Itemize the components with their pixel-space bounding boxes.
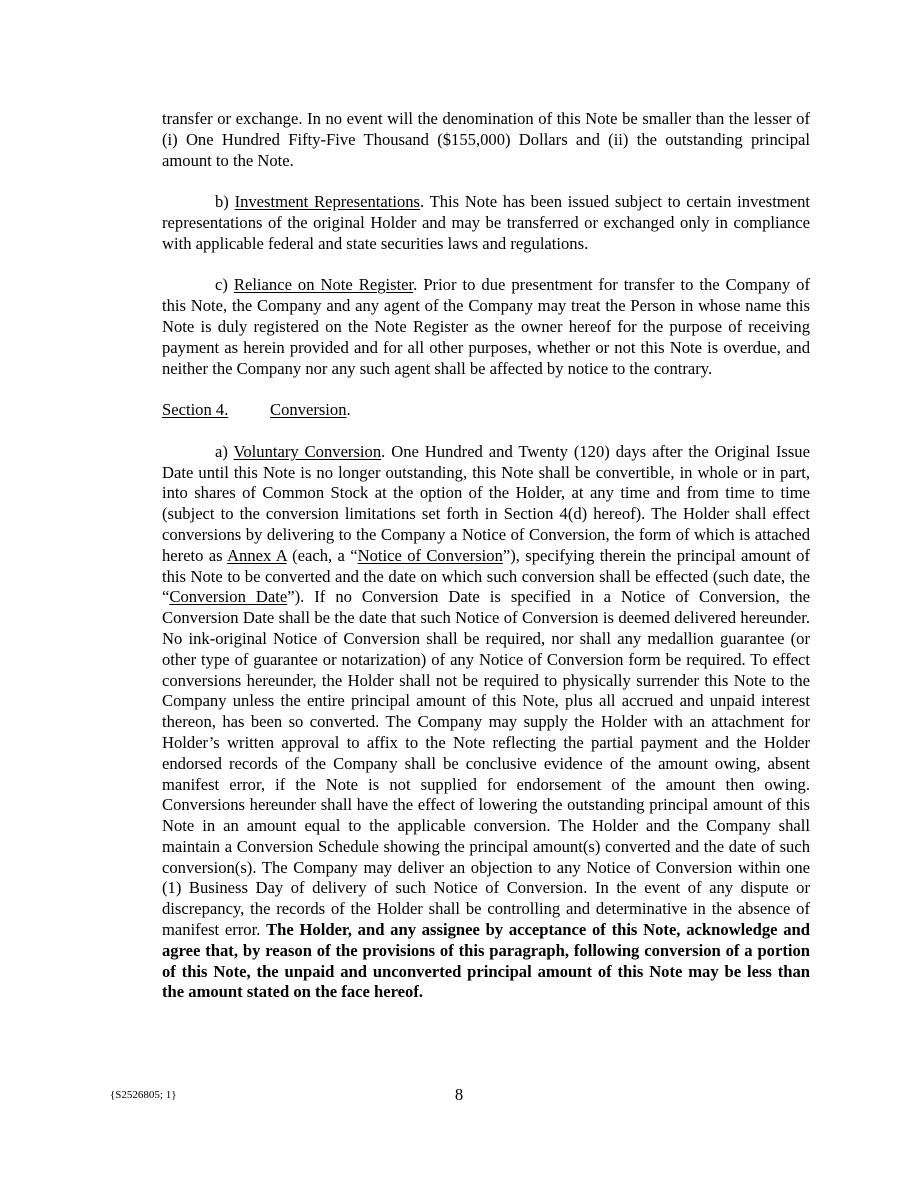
paragraph-marker-a: a)	[215, 441, 234, 461]
paragraph-marker-b: b)	[215, 192, 235, 212]
section-title: Conversion	[270, 400, 347, 420]
reliance-note-register-body: . Prior to due presentment for transfer to the Company of this Note, the Company and any agent of the Company may treat the Person in whose name this Note is duly registered on the Note Register as the owner hereof for the purpose of receiving payment as herein provided and for all other purposes, whether or not this Note is overdue, and neither the Company nor any such agent shall be affected by notice to the contrary.	[162, 275, 810, 378]
voluntary-conversion-text-3: ”), specifying therein the principal amount of this Note to be converted and the date on which such conversion shall be effected (such date, the “	[162, 545, 810, 607]
reliance-note-register-paragraph	[162, 275, 810, 379]
continuation-paragraph: transfer or exchange. In no event will the denomination of this Note be smaller than the lesser of (i) One Hundred Fifty-Five Thousand ($155,000) Dollars and (ii) the outstanding principal amount to the Note.	[162, 109, 810, 170]
paragraph-marker-c: c)	[215, 275, 234, 295]
voluntary-conversion-text-1: . One Hundred and Twenty (120) days after the Original Issue Date until this Note is no longer outstanding, this Note shall be convertible, in whole or in part, into shares of Common Stock at the option of the Holder, at any time and from time to time (subject to the conversion limitations set forth in Section 4(d) hereof). The Holder shall effect conversions by delivering to the Company a Notice of Conversion, the form of which is attached hereto as	[162, 441, 810, 565]
page-number: 8	[454, 1085, 464, 1104]
document-body	[162, 109, 810, 1024]
voluntary-conversion-paragraph	[162, 442, 810, 1004]
notice-of-conversion-term: Notice of Conversion	[357, 545, 503, 565]
voluntary-conversion-heading: Voluntary Conversion	[233, 441, 382, 461]
section-number-label: Section 4.	[162, 400, 229, 420]
section-title-suffix: .	[346, 400, 351, 420]
document-id: {S2526805; 1}	[110, 1089, 177, 1101]
voluntary-conversion-text-2: (each, a “	[286, 545, 358, 565]
investment-representations-paragraph	[162, 192, 810, 254]
holder-acknowledgement-bold: The Holder, and any assignee by acceptance of this Note, acknowledge and agree that, by reason of the provisions of this paragraph, following conversion of a portion of this Note, the unpaid and unconverted principal amount of this Note may be less than the amount stated on the face hereof.	[162, 920, 810, 1002]
reliance-note-register-heading: Reliance on Note Register	[233, 275, 414, 295]
annex-a-reference: Annex A	[227, 545, 287, 565]
voluntary-conversion-text-4: ”). If no Conversion Date is specified in a Notice of Conversion, the Conversion Date shall be the date that such Notice of Conversion is deemed delivered hereunder. No ink-original Notice of Conversion shall be required, nor shall any medallion guarantee (or other type of guarantee or notarization) of any Notice of Conversion form be required. To effect conversions hereunder, the Holder shall not be required to physically surrender this Note to the Company unless the entire principal amount of this Note, plus all accrued and unpaid interest thereon, has been so converted. The Company may supply the Holder with an attachment for Holder’s written approval to affix to the Note reflecting the partial payment and the Holder endorsed records of the Company shall be conclusive evidence of the amount owing, absent manifest error, if the Note is not supplied for endorsement of the amount then owing. Conversions hereunder shall have the effect of lowering the outstanding principal amount of this Note in an amount equal to the applicable conversion. The Holder and the Company shall maintain a Conversion Schedule showing the principal amount(s) converted and the date of such conversion(s). The Company may deliver an objection to any Notice of Conversion within one (1) Business Day of delivery of such Notice of Conversion. In the event of any dispute or discrepancy, the records of the Holder shall be controlling and determinative in the absence of manifest error.	[162, 587, 810, 940]
conversion-date-term: Conversion Date	[169, 587, 288, 607]
investment-representations-heading: Investment Representations	[234, 192, 421, 212]
section-4-heading	[162, 400, 810, 421]
investment-representations-body: . This Note has been issued subject to certain investment representations of the original Holder and may be transferred or exchanged only in compliance with applicable federal and state securities laws and regulations.	[162, 192, 810, 253]
section-number	[162, 400, 270, 421]
